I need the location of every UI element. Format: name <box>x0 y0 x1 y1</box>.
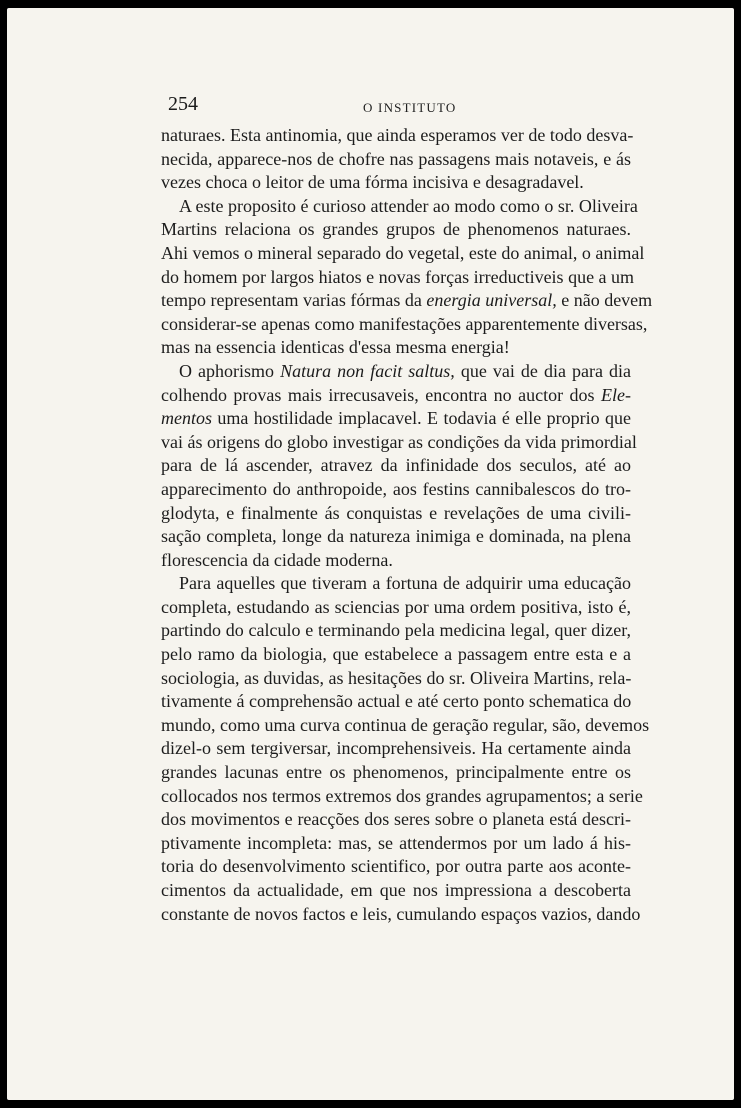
text-line <box>161 289 653 313</box>
text-segment: tempo representam varias fórmas da <box>161 290 427 311</box>
text-line: pelo ramo da biologia, que estabelece a passagem entre esta e a <box>161 644 631 665</box>
text-line: sociologia, as duvidas, as hesitações do sr. Oliveira Martins, rela- <box>161 667 632 688</box>
text-line: sação completa, longe da natureza inimiga e dominada, na plena <box>161 526 631 547</box>
text-line: completa, estudando as sciencias por uma ordem positiva, isto é, <box>161 596 631 617</box>
text-line: tivamente á comprehensão actual e até certo ponto schematica do <box>161 691 632 712</box>
text-segment: que vai de dia para dia <box>454 360 631 381</box>
text-line: cimentos da actualidade, em que nos impressiona a descoberta <box>161 880 631 900</box>
italic-phrase: Ele- <box>601 384 631 405</box>
text-line: grandes lacunas entre os phenomenos, principalmente entre os <box>161 762 631 783</box>
page-number: 254 <box>168 93 198 115</box>
text-line: do homem por largos hiatos e novas forças irreductiveis que a um <box>161 266 635 287</box>
text-line: dizel-o sem tergiversar, incomprehensiveis. Ha certamente ainda <box>161 738 631 759</box>
body-text <box>161 124 653 926</box>
text-line: collocados nos termos extremos dos grandes agrupamentos; a serie <box>161 785 643 806</box>
text-line: Ahi vemos o mineral separado do vegetal, este do animal, o animal <box>161 242 645 263</box>
text-line: A este proposito é curioso attender ao modo como o sr. Oliveira <box>179 195 638 216</box>
italic-phrase: mentos <box>161 408 212 429</box>
text-line: vai ás origens do globo investigar as condições da vida primordial <box>161 431 637 452</box>
page-header <box>168 93 638 119</box>
text-segment: colhendo provas mais irrecusaveis, encontra no auctor dos <box>161 384 602 405</box>
text-line: naturaes. Esta antinomia, que ainda esperamos ver de todo desva- <box>161 125 634 145</box>
text-line: glodyta, e finalmente ás conquistas e revelações de uma civili- <box>161 502 631 523</box>
text-line: constante de novos factos e leis, cumulando espaços vazios, dando <box>161 903 641 924</box>
text-segment: e não devem <box>556 290 653 311</box>
text-segment: uma hostilidade implacavel. E todavia é elle proprio que <box>212 408 631 429</box>
text-line <box>161 360 631 384</box>
text-line: ptivamente incompleta: mas, se attendermos por um lado á his- <box>161 832 631 853</box>
italic-phrase: energia universal, <box>426 290 557 311</box>
text-line: dos movimentos e reacções dos seres sobre o planeta está descri- <box>161 809 631 830</box>
text-line: mundo, como uma curva continua de geração regular, são, devemos <box>161 714 650 735</box>
running-title: O INSTITUTO <box>363 100 457 115</box>
italic-phrase: Natura non facit saltus, <box>280 360 455 381</box>
text-line: Para aquelles que tiveram a fortuna de adquirir uma educação <box>179 573 631 594</box>
text-line: vezes choca o leitor de uma fórma incisiva e desagradavel. <box>161 172 584 193</box>
text-line: mas na essencia identicas d'essa mesma energia! <box>161 337 510 358</box>
text-line: florescencia da cidade moderna. <box>161 549 393 570</box>
text-line: toria do desenvolvimento scientifico, por outra parte aos aconte- <box>161 856 631 877</box>
text-line <box>161 384 631 408</box>
text-line: Martins relaciona os grandes grupos de phenomenos naturaes. <box>161 219 631 240</box>
text-line: apparecimento do anthropoide, aos festins cannibalescos do tro- <box>161 478 631 499</box>
text-line: partindo do calculo e terminando pela medicina legal, quer dizer, <box>161 620 631 641</box>
text-line: considerar-se apenas como manifestações apparentemente diversas, <box>161 313 648 334</box>
text-line <box>161 407 631 431</box>
text-line: necida, apparece-nos de chofre nas passagens mais notaveis, e ás <box>161 148 631 169</box>
text-segment: O aphorismo <box>179 360 281 381</box>
text-line: para de lá ascender, atravez da infinidade dos seculos, até ao <box>161 455 631 476</box>
